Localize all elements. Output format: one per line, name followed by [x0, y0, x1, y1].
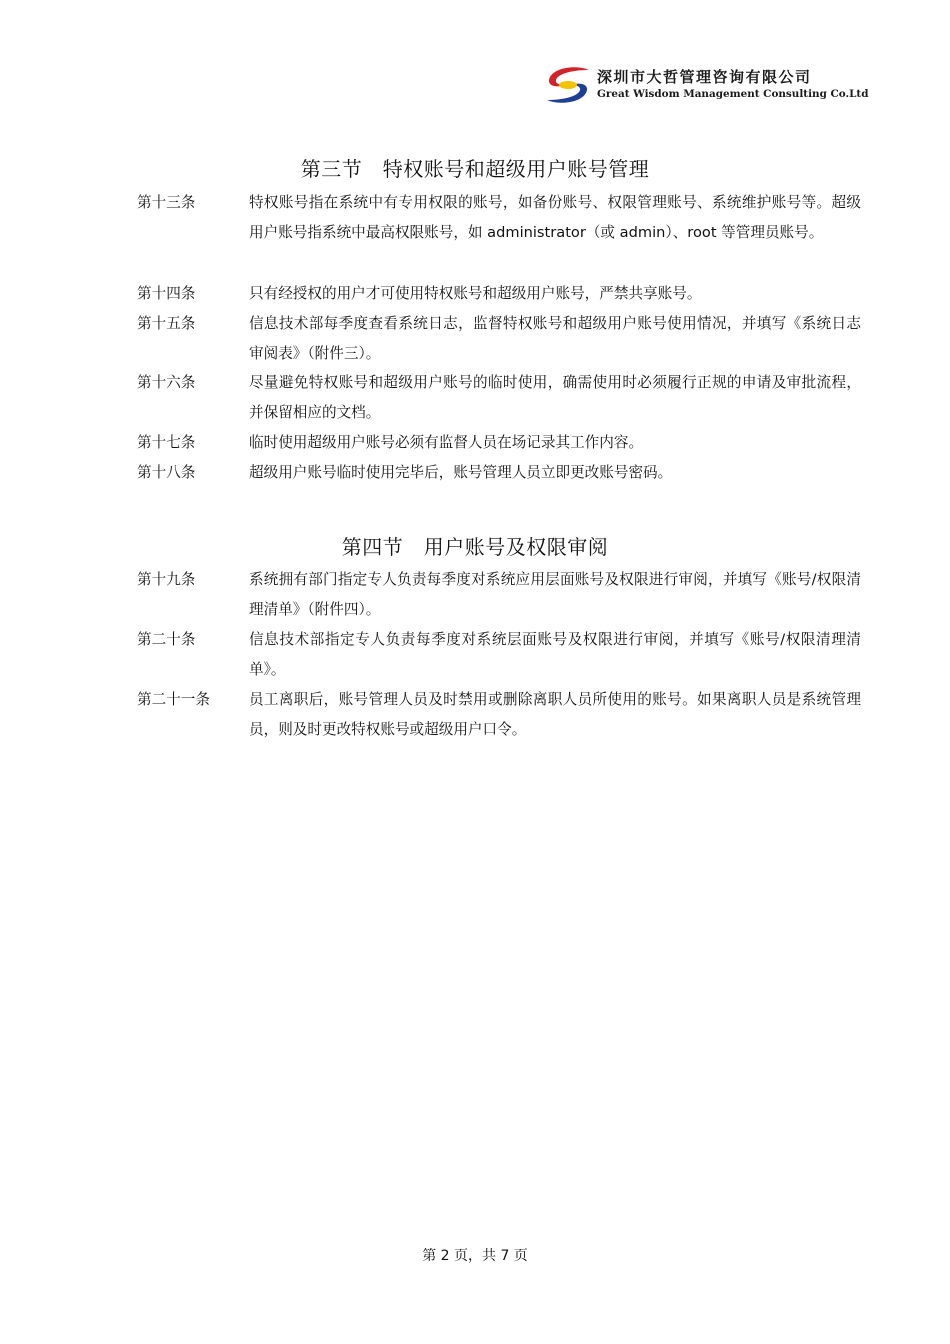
article-label: 第十九条	[137, 571, 196, 588]
article-text: 系统拥有部门指定专人负责每季度对系统应用层面账号及权限进行审阅，并填写《账号/权限清理清单》（附件四）。	[249, 571, 861, 618]
article-label: 第二十条	[137, 631, 196, 648]
section-title-4: 第四节 用户账号及权限审阅	[341, 535, 609, 559]
article-label: 第十三条	[137, 194, 196, 211]
page-number: 第 2 页，共 7 页	[422, 1248, 528, 1264]
article-text: 特权账号指在系统中有专用权限的账号，如备份账号、权限管理账号、系统维护账号等。超级用户账号指系统中最高权限账号，如 administrator（或 admin）、root 等管理员账号。	[249, 194, 861, 241]
article-text: 只有经授权的用户才可使用特权账号和超级用户账号，严禁共享账号。	[249, 285, 702, 302]
article-21	[137, 685, 861, 745]
article-label: 第十四条	[137, 285, 196, 302]
article-label: 第十六条	[137, 374, 196, 391]
article-text: 临时使用超级用户账号必须有监督人员在场记录其工作内容。	[249, 434, 644, 451]
article-14	[137, 279, 861, 309]
section-title-3: 第三节 特权账号和超级用户账号管理	[300, 157, 650, 181]
article-20	[137, 625, 861, 685]
article-label: 第十八条	[137, 464, 196, 481]
article-16	[137, 368, 861, 428]
article-label: 第十五条	[137, 315, 196, 332]
article-17	[137, 428, 861, 458]
article-15	[137, 309, 861, 369]
article-label: 第二十一条	[137, 691, 210, 708]
article-label: 第十七条	[137, 434, 196, 451]
article-19	[137, 565, 861, 625]
company-logo-icon	[545, 66, 591, 104]
article-18	[137, 458, 861, 488]
company-name-cn: 深圳市大哲管理咨询有限公司	[597, 68, 812, 86]
article-text: 信息技术部指定专人负责每季度对系统层面账号及权限进行审阅，并填写《账号/权限清理清单》。	[249, 631, 861, 678]
article-text: 信息技术部每季度查看系统日志，监督特权账号和超级用户账号使用情况，并填写《系统日志审阅表》（附件三）。	[249, 315, 861, 362]
article-text: 员工离职后，账号管理人员及时禁用或删除离职人员所使用的账号。如果离职人员是系统管理员，则及时更改特权账号或超级用户口令。	[249, 691, 861, 738]
article-text: 尽量避免特权账号和超级用户账号的临时使用，确需使用时必须履行正规的申请及审批流程，并保留相应的文档。	[249, 374, 861, 421]
page-header	[545, 66, 875, 106]
company-name-en: Great Wisdom Management Consulting Co.Ltd	[597, 88, 869, 100]
article-13	[137, 188, 861, 248]
article-text: 超级用户账号临时使用完毕后，账号管理人员立即更改账号密码。	[249, 464, 673, 481]
